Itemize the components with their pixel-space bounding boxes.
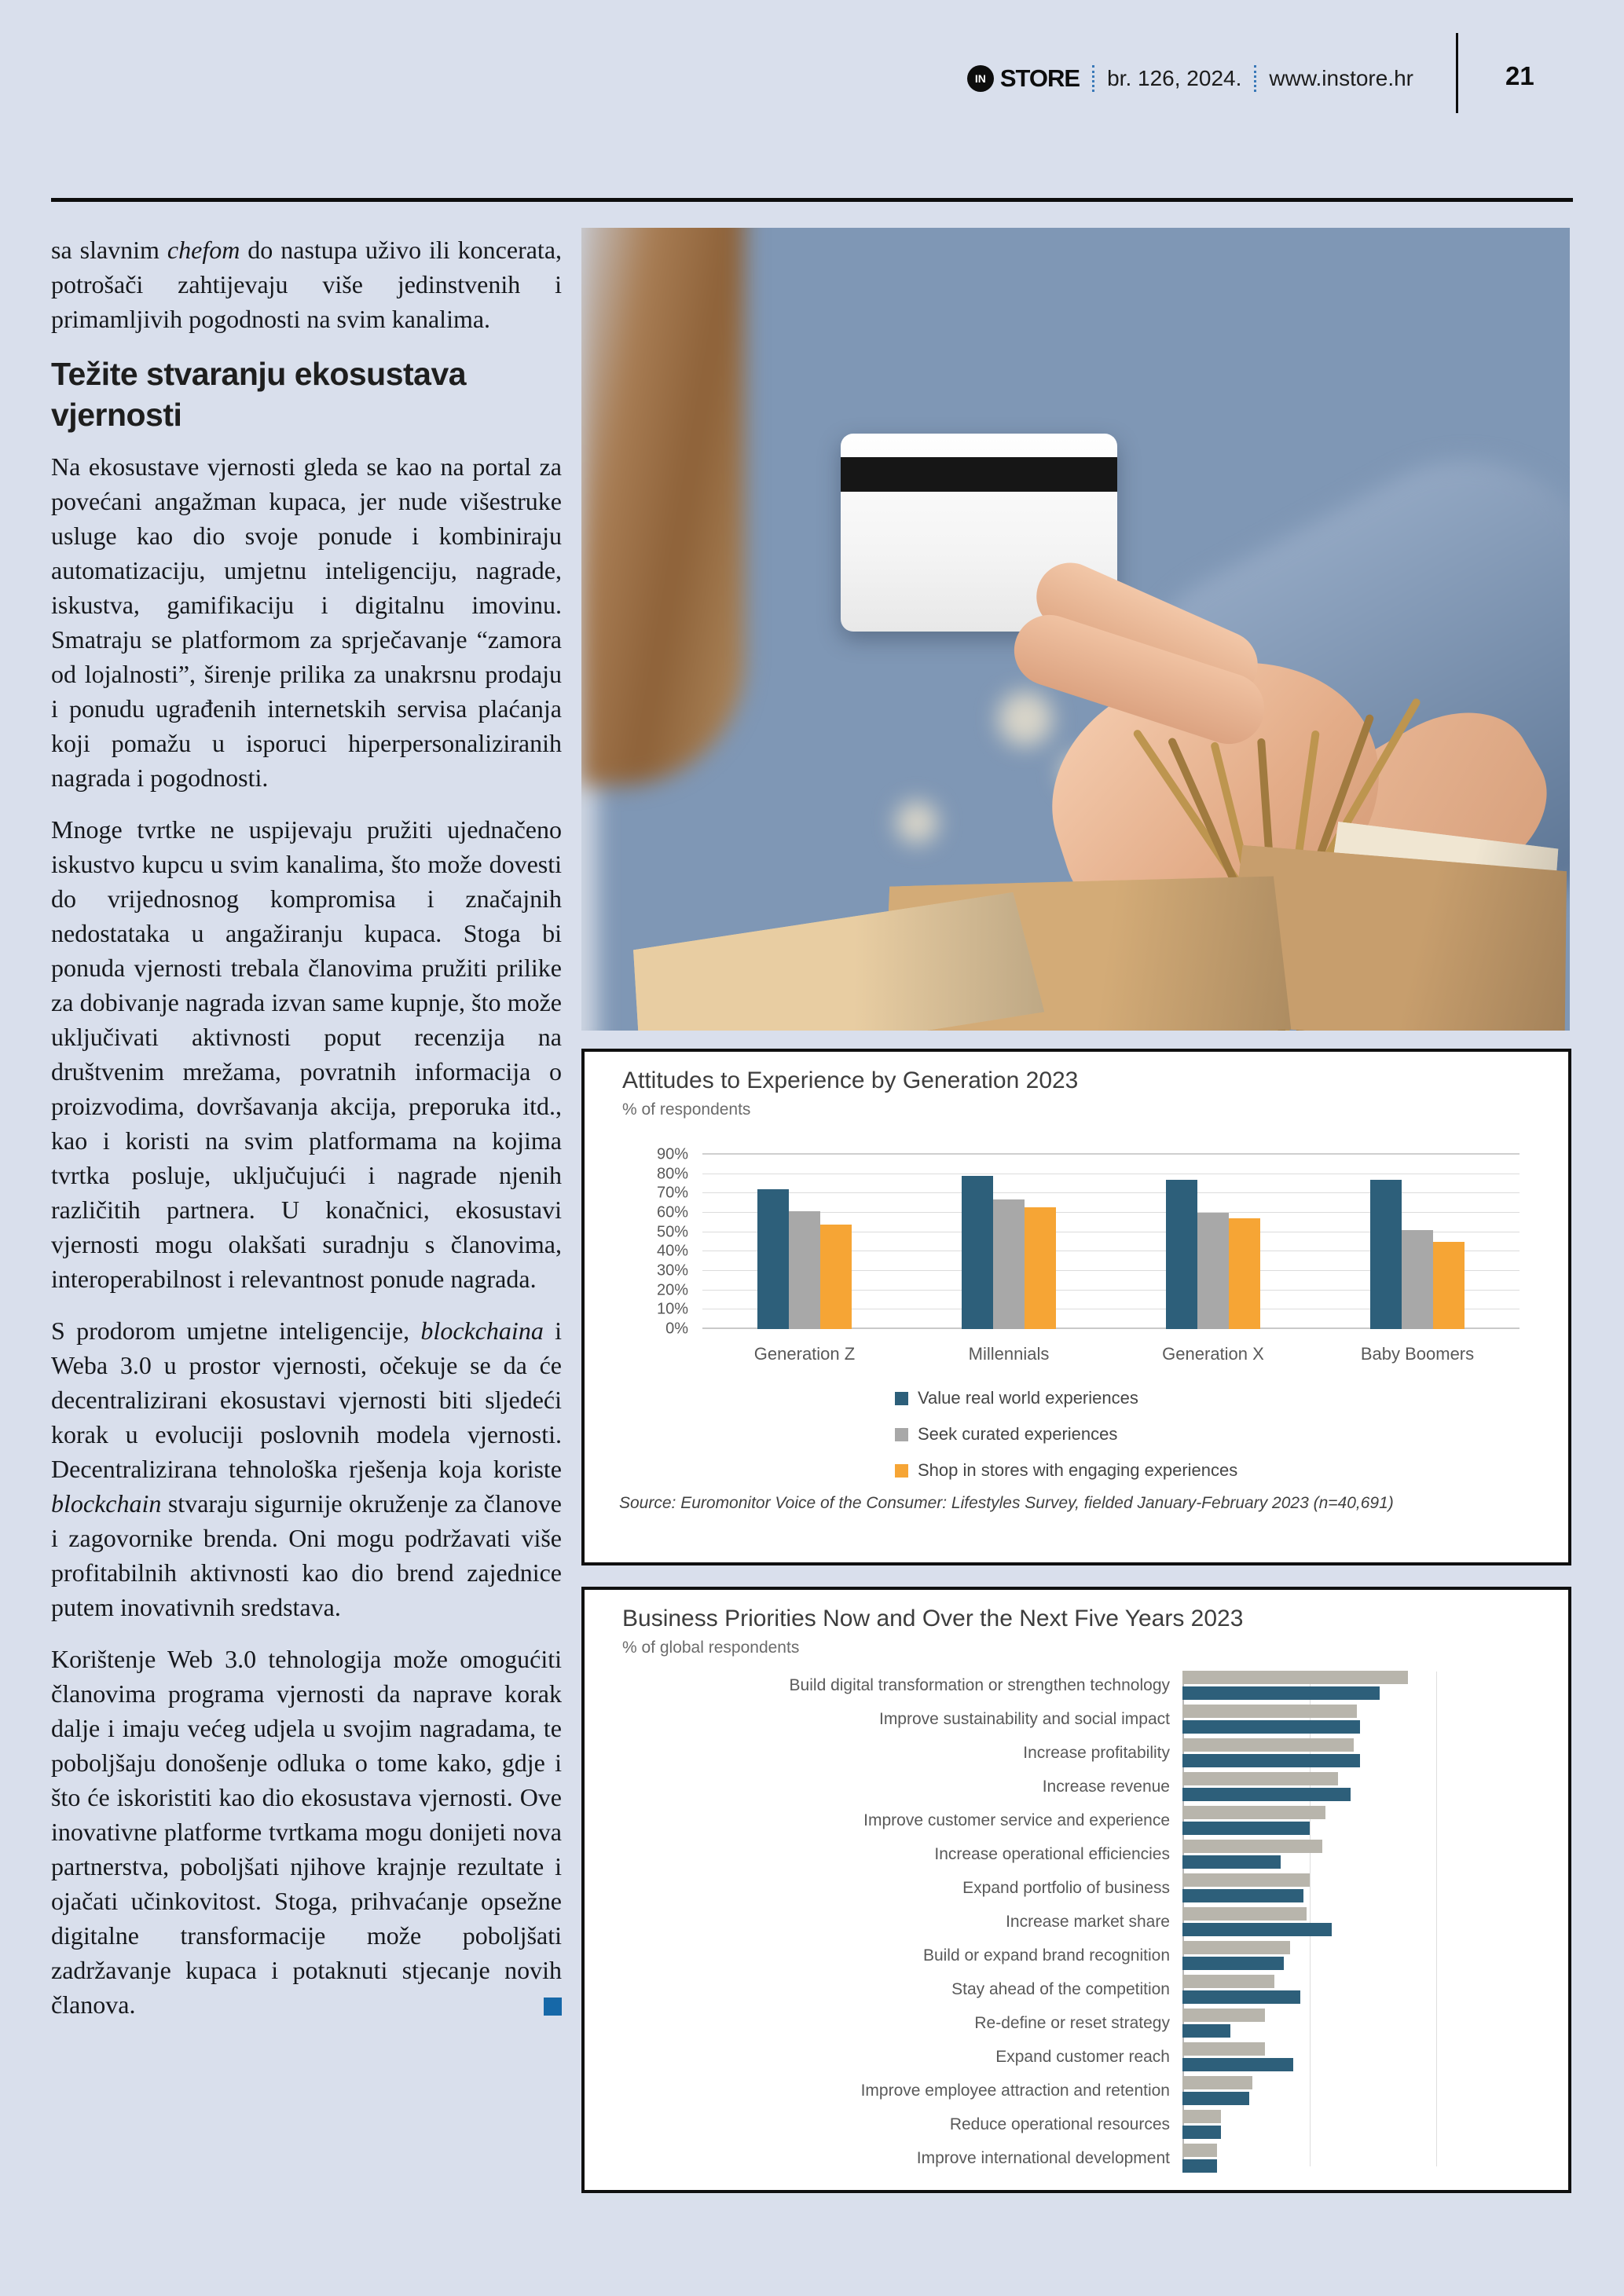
bar — [1182, 2042, 1265, 2056]
legend-label: Shop in stores with engaging experiences — [918, 1460, 1238, 1480]
bar-pair — [1182, 2009, 1568, 2038]
bar — [1229, 1218, 1260, 1329]
bar-group — [1315, 1155, 1520, 1329]
italic-term: blockchain — [51, 1489, 162, 1518]
row-label: Stay ahead of the competition — [951, 1979, 1170, 1998]
table-row — [585, 1939, 1568, 1972]
bar — [1182, 1941, 1290, 1954]
legend-label: Value real world experiences — [918, 1388, 1138, 1408]
bar — [1182, 2076, 1252, 2089]
bar — [789, 1211, 820, 1329]
y-tick-label: 90% — [656, 1145, 688, 1163]
chart-plot-area — [585, 1668, 1568, 2177]
legend-swatch-icon — [895, 1428, 908, 1441]
bar-pair — [1182, 1941, 1568, 1971]
bar-pair — [1182, 1671, 1568, 1701]
paragraph-text: stvaraju sigurnije okruženje za članove i zagovornike brenda. Oni mogu podržavati više profitabilnih aktivnosti kao dio brend zajednice putem inovativnih sredstava. — [51, 1489, 562, 1621]
y-tick-label: 0% — [665, 1320, 688, 1338]
bar — [1182, 1720, 1360, 1734]
legend-item — [895, 1380, 1237, 1416]
bar-group — [907, 1155, 1111, 1329]
row-label: Reduce operational resources — [949, 2115, 1170, 2133]
y-tick-label: 70% — [656, 1184, 688, 1202]
table-row — [585, 2141, 1568, 2175]
table-row — [585, 1736, 1568, 1770]
x-category-label: Baby Boomers — [1360, 1344, 1475, 1364]
x-category-label: Generation X — [1162, 1344, 1264, 1364]
row-label: Build or expand brand recognition — [922, 1946, 1170, 1965]
bar-rows — [585, 1668, 1568, 2177]
logo-store-text: STORE — [999, 64, 1080, 92]
chart-subtitle: % of respondents — [622, 1100, 751, 1119]
issue-number: br. 126, 2024. — [1107, 66, 1242, 90]
paragraph-text: S prodorom umjetne inteligencije, — [51, 1316, 410, 1345]
bar — [1182, 1855, 1281, 1869]
bar — [1182, 1923, 1332, 1936]
bar-groups — [702, 1155, 1520, 1329]
bar — [1182, 2144, 1217, 2157]
x-axis-labels — [702, 1344, 1520, 1364]
bar-pair — [1182, 2042, 1568, 2072]
bar-pair — [1182, 1772, 1568, 1802]
chart-plot-area — [702, 1155, 1520, 1329]
bar-pair — [1182, 2110, 1568, 2140]
table-row — [585, 1668, 1568, 1702]
legend-swatch-icon — [895, 1464, 908, 1478]
bar — [1182, 1671, 1408, 1684]
legend-item — [895, 1452, 1237, 1489]
page-number: 21 — [1505, 61, 1534, 90]
bar — [1182, 1889, 1303, 1902]
bar-pair — [1182, 1806, 1568, 1836]
paragraph: Mnoge tvrtke ne uspijevaju pružiti ujednačeno iskustvo kupcu u svim kanalima, što može dovesti do vrijednosnog kompromisa i značajnih nedostataka u angažiranju kupaca. Stoga bi ponuda vjernosti trebala članovima pružiti prilike za dobivanje nagrada izvan same kupnje, što može uključivati aktivnosti poput recenzija na društvenim mrežama, povratnih informacija o proizvodima, dovršavanja akcija, preporuka itd., kao i koristi na svim platformama na kojima tvrtka posluje, uključujući i nagrade njenih različitih partnera. U konačnici, ekosustavi vjernosti mogu olakšati suradnju s članovima, interoperabilnost i relevantnost ponude nagrada. — [51, 815, 562, 1293]
paragraph-text: i Weba 3.0 u prostor vjernosti, očekuje se da će decentralizirani ekosustavi vjernosti biti sljedeći korak u evoluciji poslovnih modela vjernosti. Decentralizirana tehnološka rješenja koja koriste — [51, 1316, 562, 1483]
y-tick-label: 10% — [656, 1300, 688, 1318]
legend-swatch-icon — [895, 1392, 908, 1405]
bar — [1182, 1822, 1310, 1835]
table-row — [585, 2107, 1568, 2141]
bar — [1182, 1907, 1307, 1921]
bar — [1182, 1754, 1360, 1767]
row-label: Build digital transformation or strengthen technology — [789, 1675, 1170, 1694]
paragraph — [51, 1642, 562, 2022]
bar-pair — [1182, 1840, 1568, 1869]
bar — [993, 1199, 1025, 1329]
header-divider — [1456, 33, 1458, 113]
bar — [1182, 1806, 1325, 1819]
y-axis-ticks — [616, 1145, 688, 1338]
y-tick-label: 60% — [656, 1203, 688, 1221]
row-label: Increase market share — [1006, 1912, 1170, 1931]
bar — [1182, 1738, 1354, 1752]
table-row — [585, 2074, 1568, 2107]
bar — [962, 1176, 993, 1329]
table-row — [585, 1803, 1568, 1837]
instore-logo — [967, 64, 1080, 93]
bar-pair — [1182, 2076, 1568, 2106]
bar-pair — [1182, 1738, 1568, 1768]
row-label: Improve sustainability and social impact — [878, 1709, 1170, 1728]
bar — [1182, 1772, 1338, 1785]
bar — [757, 1189, 789, 1329]
x-category-label: Generation Z — [753, 1344, 856, 1364]
y-tick-label: 80% — [656, 1165, 688, 1183]
dotted-separator-icon — [1254, 65, 1256, 92]
bar — [1182, 1840, 1322, 1853]
table-row — [585, 1770, 1568, 1803]
y-tick-label: 50% — [656, 1223, 688, 1241]
bar — [1182, 1990, 1300, 2004]
chart-source: Source: Euromonitor Voice of the Consumer: Lifestyles Survey, fielded January-February 2023 (n=40,691) — [619, 1494, 1394, 1512]
bar — [1197, 1213, 1229, 1329]
table-row — [585, 1837, 1568, 1871]
paragraph — [51, 1313, 562, 1624]
bar — [1166, 1180, 1197, 1329]
italic-term: blockchaina — [420, 1316, 544, 1345]
bar — [1433, 1242, 1465, 1329]
row-label: Improve customer service and experience — [863, 1811, 1170, 1829]
chart-attitudes-box — [581, 1049, 1571, 1565]
end-of-article-marker — [544, 1998, 562, 2016]
chart-priorities-box — [581, 1587, 1571, 2193]
x-category-label: Millennials — [968, 1344, 1050, 1364]
bar — [1402, 1230, 1433, 1329]
bar-group — [1111, 1155, 1315, 1329]
bar-pair — [1182, 1907, 1568, 1937]
legend-label: Seek curated experiences — [918, 1424, 1118, 1444]
bar-pair — [1182, 1975, 1568, 2005]
bar — [1182, 2024, 1230, 2038]
bar — [1182, 1686, 1380, 1700]
page-header — [967, 64, 1413, 93]
article-column — [51, 233, 562, 2039]
bar — [1182, 1788, 1351, 1801]
shopping-photo — [581, 228, 1570, 1031]
website-url: www.instore.hr — [1269, 66, 1413, 90]
bar — [1182, 2092, 1249, 2105]
paragraph-text: Korištenje Web 3.0 tehnologija može omogućiti članovima programa vjernosti da naprave korak dalje i imaju većeg udjela u svojim nagradama, te poboljšaju donošenje odluka o tome kako, gdje i što će iskoristiti kao dio ekosustava vjernosti. Ove inovativne platforme tvrtkama mogu donijeti nova partnerstva, poboljšati njihove krajnje rezultate i ojačati učinkovitost. Stoga, prihvaćanje opsežne digitalne transformacije može poboljšati zadržavanje kupaca i potaknuti stjecanje novih članova. — [51, 1645, 562, 2019]
row-label: Increase profitability — [1023, 1743, 1170, 1762]
table-row — [585, 2006, 1568, 2040]
paragraph — [51, 233, 562, 336]
paragraph-text: sa slavnim — [51, 236, 159, 264]
bar — [1182, 2159, 1217, 2173]
italic-term: chefom — [167, 236, 240, 264]
y-tick-label: 30% — [656, 1262, 688, 1280]
chart-title: Attitudes to Experience by Generation 2023 — [622, 1067, 1079, 1093]
table-row — [585, 2040, 1568, 2074]
table-row — [585, 1871, 1568, 1905]
row-label: Increase revenue — [1042, 1777, 1170, 1796]
table-row — [585, 1702, 1568, 1736]
row-label: Improve international development — [916, 2148, 1170, 2167]
bar — [1182, 1957, 1284, 1970]
paragraph: Na ekosustave vjernosti gleda se kao na portal za povećani angažman kupaca, jer nude višestruke usluge kao dio svoje ponude i kombiniraju automatizaciju, umjetnu inteligenciju, nagrade, iskustva, gamifikaciju i digitalnu imovinu. Smatraju se platformom za sprječavanje “zamora od lojalnosti”, širenje prilika za unakrsnu prodaju i ponudu ugrađenih internetskih servisa plaćanja koji pomažu u isporuci hiperpersonaliziranih nagrada i pogodnosti. — [51, 452, 562, 792]
bar-group — [702, 1155, 907, 1329]
bar-pair — [1182, 1705, 1568, 1734]
bar — [1370, 1180, 1402, 1329]
legend-item — [895, 1416, 1237, 1452]
bar — [1182, 1705, 1357, 1718]
row-label: Re-define or reset strategy — [974, 2013, 1170, 2032]
bar — [1182, 1873, 1310, 1887]
section-heading: Težite stvaranju ekosustava vjernosti — [51, 356, 467, 433]
paragraph-text: do nastupa uživo ili koncerata, potrošači zahtijevaju više jedinstvenih i primamljivih pogodnosti na svim kanalima. — [51, 236, 563, 333]
table-row — [585, 1972, 1568, 2006]
row-label: Expand customer reach — [995, 2047, 1170, 2066]
bar — [1182, 2058, 1293, 2071]
in-logo-icon: IN — [967, 65, 994, 92]
row-label: Increase operational efficiencies — [934, 1844, 1170, 1863]
bar — [1182, 1975, 1274, 1988]
bar-pair — [1182, 1873, 1568, 1903]
bar — [1182, 2126, 1221, 2139]
card-magnetic-stripe — [841, 457, 1117, 492]
bar — [820, 1225, 852, 1329]
bar — [1182, 2110, 1221, 2123]
header-rule — [51, 198, 1573, 202]
y-tick-label: 20% — [656, 1281, 688, 1299]
y-tick-label: 40% — [656, 1242, 688, 1260]
chart-legend — [895, 1380, 1237, 1489]
dotted-separator-icon — [1092, 65, 1094, 92]
bar — [1182, 2009, 1265, 2022]
table-row — [585, 1905, 1568, 1939]
chart-subtitle: % of global respondents — [622, 1639, 800, 1657]
bar — [1025, 1207, 1056, 1329]
row-label: Improve employee attraction and retention — [860, 2081, 1170, 2100]
bar-pair — [1182, 2144, 1568, 2173]
row-label: Expand portfolio of business — [962, 1878, 1170, 1897]
chart-title: Business Priorities Now and Over the Next Five Years 2023 — [622, 1606, 1244, 1631]
